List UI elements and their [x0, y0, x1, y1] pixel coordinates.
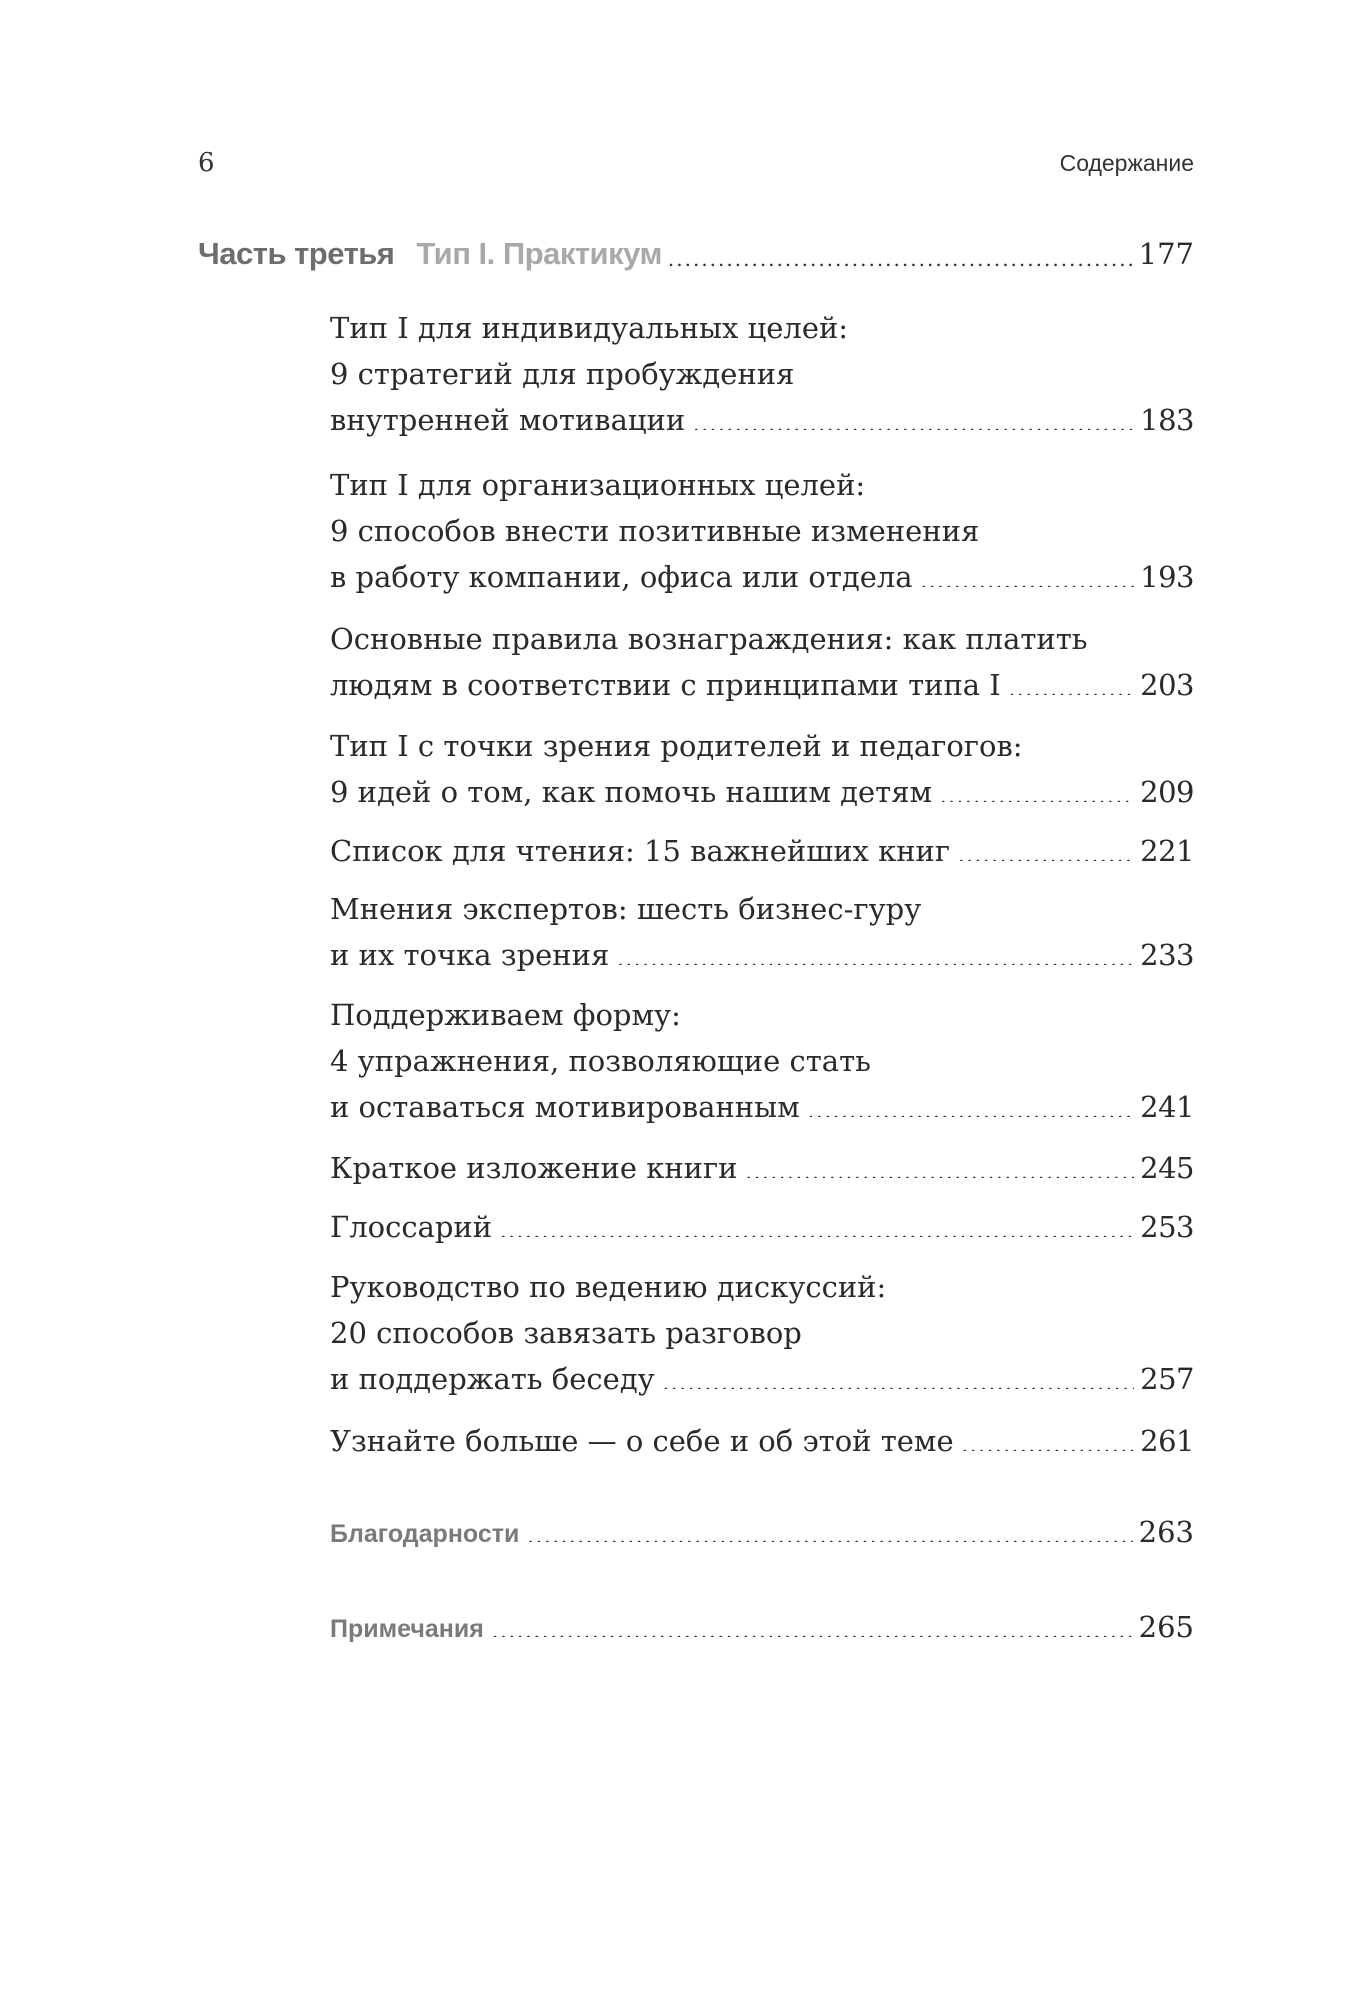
toc-entry[interactable] — [330, 828, 1194, 874]
entry-line: 9 способов внести позитивные изменения — [330, 514, 980, 548]
entry-line: Тип I с точки зрения родителей и педагогов: — [330, 729, 1023, 763]
dot-leader — [958, 829, 1134, 861]
entry-line: Краткое изложение книги — [330, 1151, 738, 1185]
page-ref: 203 — [1140, 668, 1194, 702]
entry-line: 9 стратегий для пробуждения — [330, 357, 795, 391]
part-title: Тип I. Практикум — [416, 236, 662, 271]
page-ref: 261 — [1140, 1424, 1194, 1458]
page-ref: 241 — [1140, 1090, 1194, 1124]
dot-leader — [808, 1085, 1134, 1117]
page-ref: 263 — [1138, 1515, 1194, 1549]
page-ref: 245 — [1140, 1151, 1194, 1185]
page-ref: 257 — [1140, 1362, 1194, 1396]
toc-entry[interactable] — [330, 723, 1194, 815]
entry-line: Тип I для индивидуальных целей: — [330, 311, 849, 345]
toc-entry[interactable] — [330, 886, 1194, 978]
entry-line: Поддерживаем форму: — [330, 998, 681, 1032]
entry-line: 4 упражнения, позволяющие стать — [330, 1044, 871, 1078]
entry-line: Глоссарий — [330, 1210, 493, 1244]
toc-entry[interactable] — [330, 616, 1194, 708]
toc-back-matter-notes[interactable] — [330, 1610, 1194, 1644]
dot-leader — [962, 1419, 1134, 1451]
dot-leader — [663, 1357, 1134, 1389]
entry-line: Список для чтения: 15 важнейших книг — [330, 834, 951, 868]
dot-leader — [500, 1205, 1134, 1237]
dot-leader — [617, 933, 1134, 965]
entry-line: Мнения экспертов: шесть бизнес-гуру — [330, 892, 922, 926]
page-ref: 253 — [1140, 1210, 1194, 1244]
entry-line: Узнайте больше — о себе и об этой теме — [330, 1424, 954, 1458]
entry-line: 20 способов завязать разговор — [330, 1316, 802, 1350]
page-ref: 265 — [1138, 1610, 1194, 1644]
page-ref: 209 — [1140, 775, 1194, 809]
dot-leader — [921, 555, 1135, 587]
entry-line: Тип I для организационных целей: — [330, 468, 866, 502]
toc-part-heading[interactable] — [198, 236, 1194, 272]
entry-line: Основные правила вознаграждения: как платить — [330, 622, 1088, 656]
page-number: 6 — [198, 148, 215, 178]
page-ref: 233 — [1140, 938, 1194, 972]
toc-entry[interactable] — [330, 1145, 1194, 1191]
dot-leader — [1009, 663, 1134, 695]
toc-entry[interactable] — [330, 992, 1194, 1130]
dot-leader — [668, 238, 1133, 272]
toc-entry[interactable] — [330, 1418, 1194, 1464]
page-ref: 193 — [1140, 560, 1194, 594]
toc-back-matter-acknowledgements[interactable] — [330, 1515, 1194, 1549]
page-ref: 177 — [1138, 237, 1194, 271]
back-matter-label: Благодарности — [330, 1520, 520, 1548]
entry-line: и оставаться мотивированным — [330, 1090, 800, 1124]
entry-line: 9 идей о том, как помочь нашим детям — [330, 775, 933, 809]
dot-leader — [693, 398, 1134, 430]
page-ref: 183 — [1140, 403, 1194, 437]
dot-leader — [940, 770, 1134, 802]
toc-entry[interactable] — [330, 1204, 1194, 1250]
toc-entry[interactable] — [330, 462, 1194, 600]
entry-line: в работу компании, офиса или отдела — [330, 560, 913, 594]
back-matter-label: Примечания — [330, 1615, 484, 1643]
dot-leader — [492, 1619, 1133, 1637]
entry-line: и их точка зрения — [330, 938, 610, 972]
entry-line: внутренней мотивации — [330, 403, 686, 437]
running-head — [198, 148, 1194, 184]
page-ref: 221 — [1140, 834, 1194, 868]
part-label: Часть третья — [198, 236, 395, 271]
toc-entry[interactable] — [330, 305, 1194, 443]
entry-line: и поддержать беседу — [330, 1362, 655, 1396]
toc-entry[interactable] — [330, 1264, 1194, 1402]
dot-leader — [746, 1146, 1135, 1178]
entry-line: людям в соответствии с принципами типа I — [330, 668, 1001, 702]
dot-leader — [527, 1524, 1132, 1542]
running-section-title: Содержание — [1059, 150, 1194, 176]
entry-line: Руководство по ведению дискуссий: — [330, 1270, 887, 1304]
